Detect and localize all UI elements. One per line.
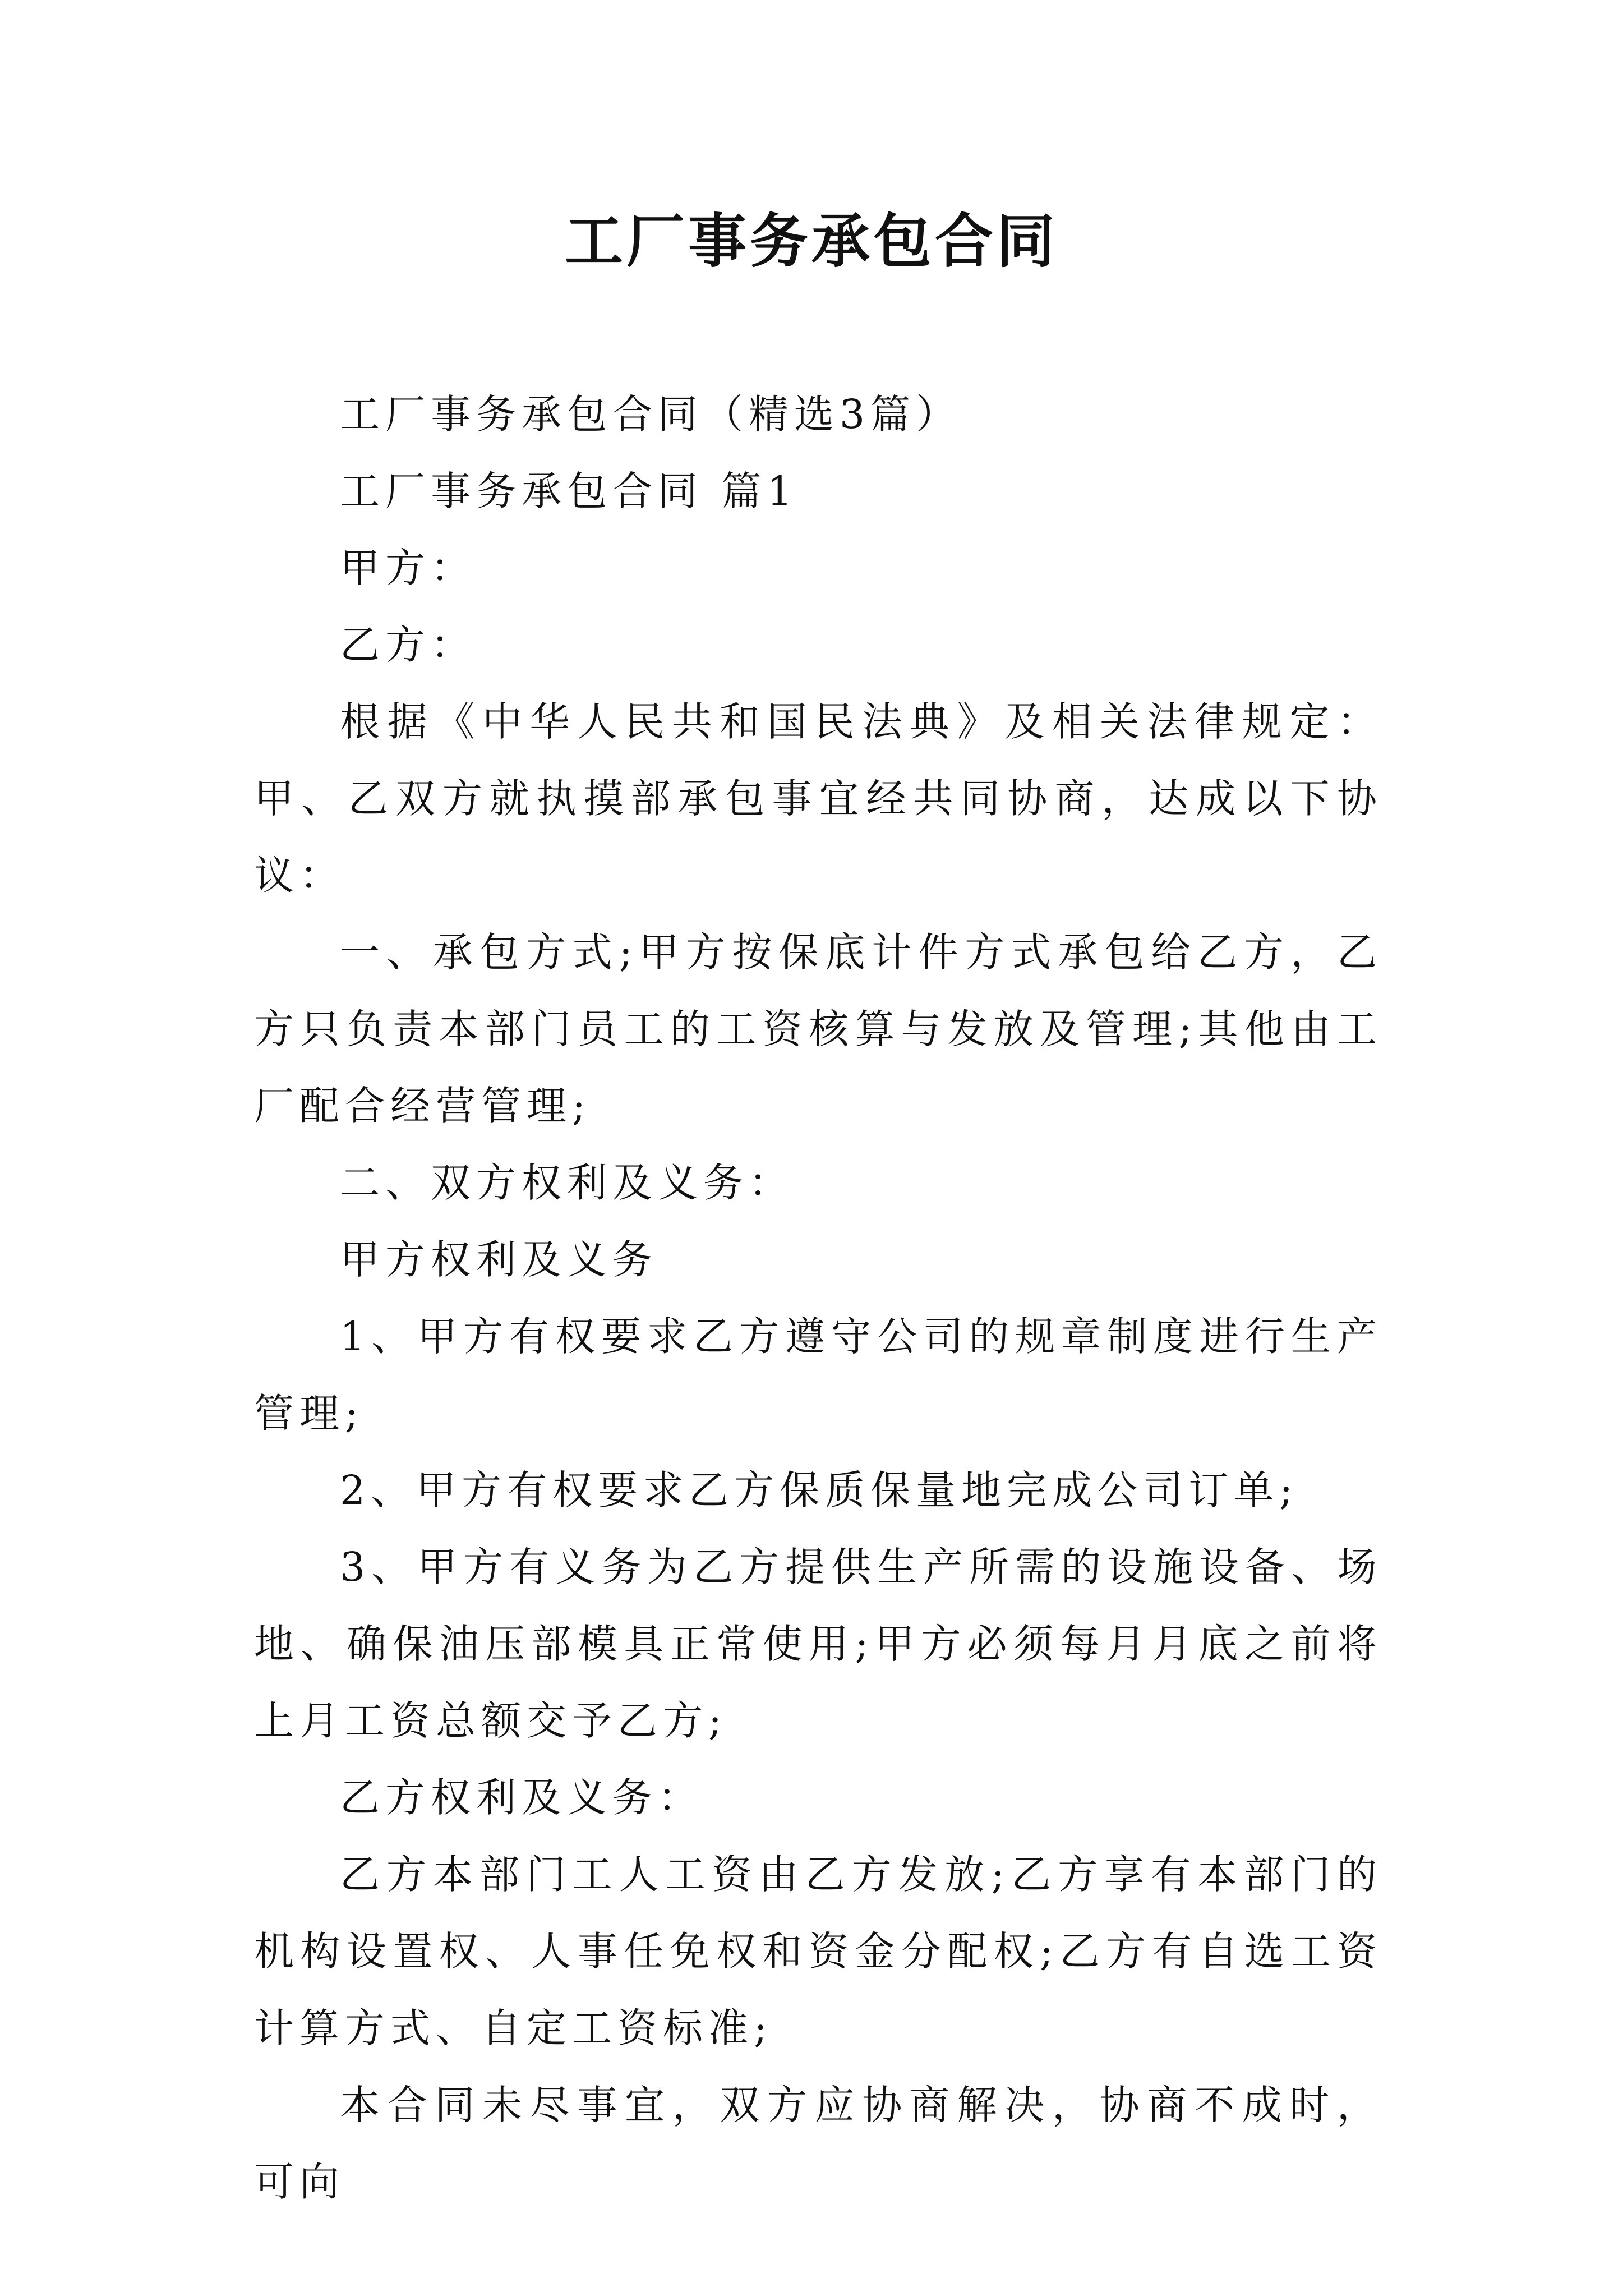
paragraph-unresolved-matters: 本合同未尽事宜，双方应协商解决，协商不成时，可向 <box>254 2082 1382 2205</box>
document-body <box>254 376 1382 2220</box>
paragraph-item-3: 3、甲方有义务为乙方提供生产所需的设施设备、场地、确保油压部模具正常使用;甲方必须每月月底之前将上月工资总额交予乙方; <box>254 1544 1382 1744</box>
document-title: 工厂事务承包合同 <box>564 206 1058 275</box>
paragraph-party-b-rights: 乙方权利及义务： <box>340 1774 704 1821</box>
paragraph-preamble: 根据《中华人民共和国民法典》及相关法律规定：甲、乙双方就执摸部承包事宜经共同协商，达成以下协议： <box>254 698 1382 899</box>
paragraph-subtitle: 工厂事务承包合同（精选3篇） <box>340 391 962 438</box>
paragraph-item-1: 1、甲方有权要求乙方遵守公司的规章制度进行生产管理; <box>254 1313 1382 1437</box>
paragraph-clause-2: 二、双方权利及义务： <box>340 1159 795 1206</box>
paragraph-party-a-rights: 甲方权利及义务 <box>340 1236 658 1283</box>
paragraph-party-b: 乙方： <box>340 622 477 668</box>
paragraph-party-a: 甲方： <box>340 545 477 591</box>
paragraph-clause-1: 一、承包方式;甲方按保底计件方式承包给乙方，乙方只负责本部门员工的工资核算与发放及管理;其他由工厂配合经营管理; <box>254 929 1382 1129</box>
paragraph-item-2: 2、甲方有权要求乙方保质保量地完成公司订单; <box>340 1467 1299 1513</box>
paragraph-section-heading: 工厂事务承包合同 篇1 <box>340 468 798 514</box>
paragraph-party-b-detail: 乙方本部门工人工资由乙方发放;乙方享有本部门的机构设置权、人事任免权和资金分配权;乙方有自选工资计算方式、自定工资标准; <box>254 1851 1382 2051</box>
